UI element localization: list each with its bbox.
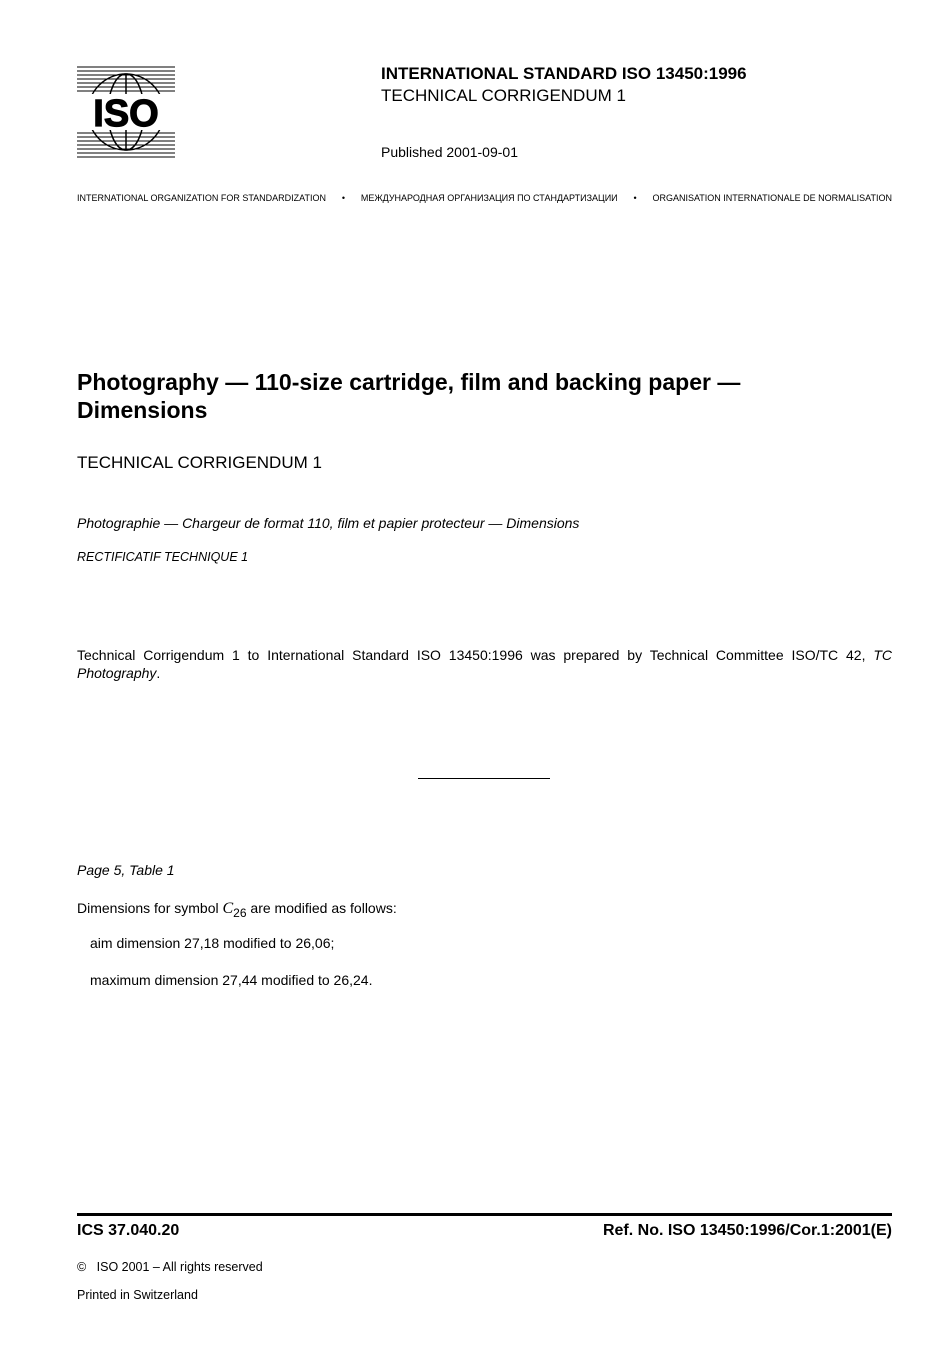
intro-paragraph xyxy=(77,646,892,682)
modification-item: aim dimension 27,18 modified to 26,06; xyxy=(90,935,335,951)
bullet-separator: • xyxy=(633,193,637,203)
standard-subtitle: TECHNICAL CORRIGENDUM 1 xyxy=(381,86,626,105)
section-separator xyxy=(418,778,550,779)
iso-logo-text: ISO xyxy=(93,93,159,135)
dimensions-statement xyxy=(77,897,397,920)
dims-prefix: Dimensions for symbol xyxy=(77,900,223,916)
organization-names xyxy=(77,192,892,204)
copyright-text: ISO 2001 – All rights reserved xyxy=(96,1260,263,1274)
corrigendum-label-en: TECHNICAL CORRIGENDUM 1 xyxy=(77,453,322,472)
org-name-en: INTERNATIONAL ORGANIZATION FOR STANDARDIZATION xyxy=(77,193,327,203)
bullet-separator: • xyxy=(341,193,345,203)
document-title xyxy=(77,368,892,424)
org-name-fr: ORGANISATION INTERNATIONALE DE NORMALISATION xyxy=(652,193,892,203)
modification-item: maximum dimension 27,44 modified to 26,24. xyxy=(90,972,373,988)
ics-code: ICS 37.040.20 xyxy=(77,1222,180,1239)
intro-end: . xyxy=(156,665,161,681)
standard-title: INTERNATIONAL STANDARD ISO 13450:1996 xyxy=(381,64,747,83)
intro-text: Technical Corrigendum 1 to International Standard ISO 13450:1996 was prepared by Technical Committee ISO/TC 42, xyxy=(77,647,874,663)
committee-name: TC Photography xyxy=(77,647,892,681)
symbol: C xyxy=(222,900,234,917)
footer-rule xyxy=(77,1213,892,1216)
symbol-subscript: 26 xyxy=(233,906,247,920)
iso-logo xyxy=(77,66,175,158)
published-date: Published 2001-09-01 xyxy=(381,144,518,160)
corrigendum-label-fr: RECTIFICATIF TECHNIQUE 1 xyxy=(77,550,249,564)
document-title-fr: Photographie — Chargeur de format 110, film et papier protecteur — Dimensions xyxy=(77,515,580,531)
document-title-line2: Dimensions xyxy=(77,397,208,423)
org-name-ru: МЕЖДУНАРОДНАЯ ОРГАНИЗАЦИЯ ПО СТАНДАРТИЗАЦИИ xyxy=(360,193,618,203)
reference-number: Ref. No. ISO 13450:1996/Cor.1:2001(E) xyxy=(602,1222,892,1239)
copyright-icon: © xyxy=(77,1260,87,1274)
page-reference: Page 5, Table 1 xyxy=(77,862,175,878)
copyright-notice xyxy=(77,1259,263,1275)
document-title-line1: Photography — 110-size cartridge, film and backing paper — xyxy=(77,369,741,395)
printed-location: Printed in Switzerland xyxy=(77,1288,198,1302)
dims-suffix: are modified as follows: xyxy=(246,900,397,916)
